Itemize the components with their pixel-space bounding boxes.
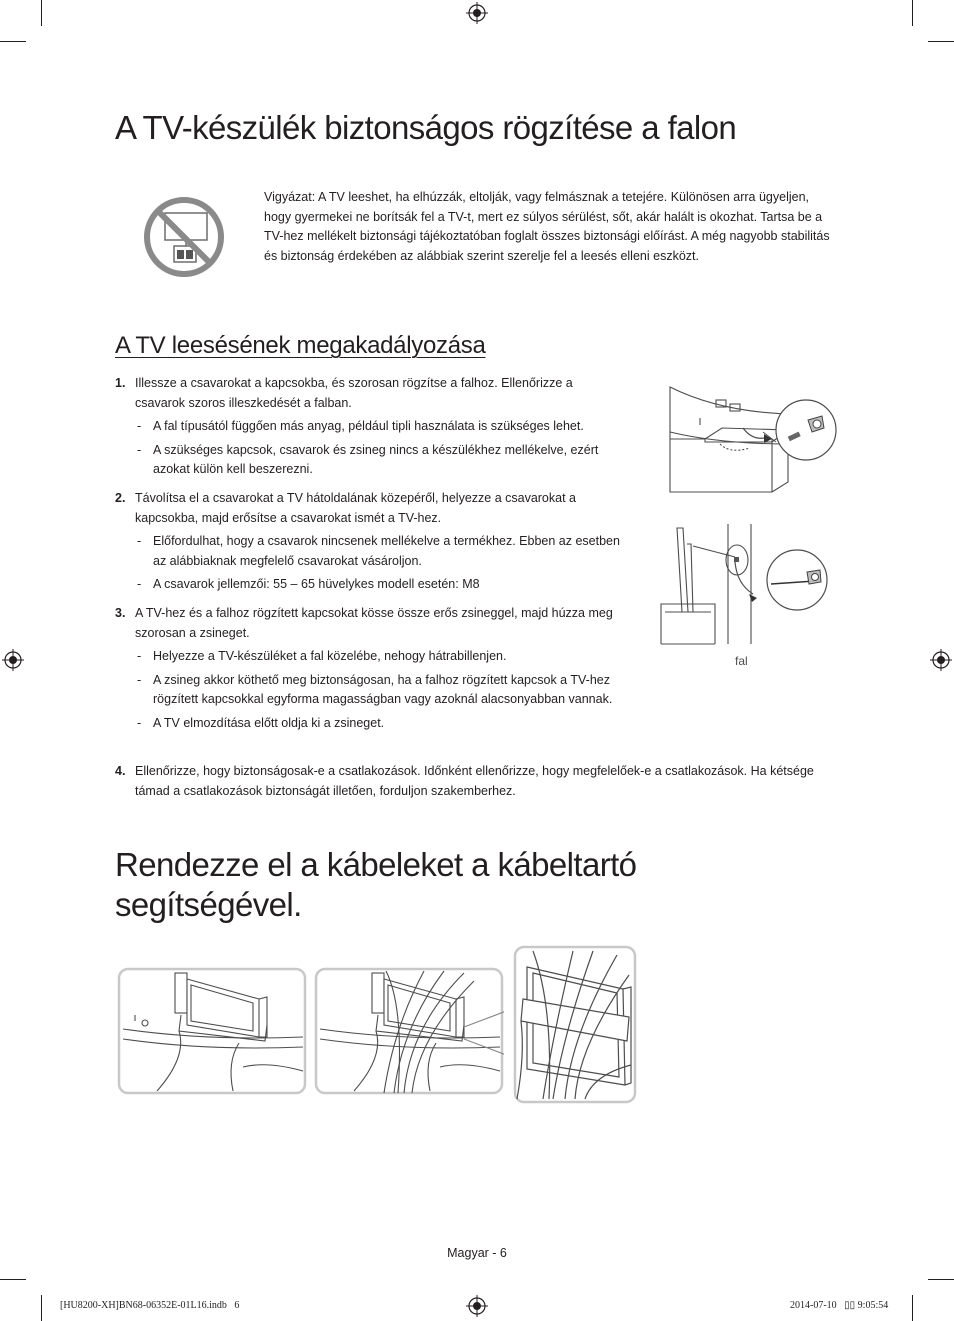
crop-mark: [912, 0, 913, 26]
cable-holder-illustration-2: [314, 967, 504, 1095]
step-text: Illessze a csavarokat a kapcsokba, és szorosan rögzítse a falhoz. Ellenőrizze a csavarok szoros illeszkedését a falban.: [135, 376, 573, 410]
sub-item: - A szükséges kapcsok, csavarok és zsineg nincs a készülékhez mellékelve, ezért azokat külön kell beszerezni.: [135, 441, 625, 480]
warning-text: Vigyázat: A TV leeshet, ha elhúzzák, eltolják, vagy felmásznak a tetejére. Különösen arra ügyeljen, hogy gyermekei ne borítsák fel a TV-t, mert ez súlyos sérülést, sőt, akár halált is okozhat. Tartsa be a TV-hez mellékelt biztonsági tájékoztatóban foglalt összes biztonsági előírást. A még nagyobb stabilitás és biztonság érdekében az alábbiak szerint szerelje fel a leesés elleni eszközt.: [264, 190, 830, 263]
step-text: A TV-hez és a falhoz rögzített kapcsokat kösse össze erős zsineggel, majd húzza meg szorosan a zsineget.: [135, 606, 613, 640]
section-heading: A TV leesésének megakadályozása: [115, 332, 486, 359]
cable-holder-illustration-1: [117, 967, 307, 1095]
step-2: [115, 489, 625, 595]
page-title: A TV-készülék biztonságos rögzítése a falon: [115, 109, 737, 146]
step-number: 1.: [115, 376, 126, 390]
crop-mark: [0, 1279, 26, 1280]
no-climb-tv-icon: [143, 196, 225, 278]
sub-item: - Előfordulhat, hogy a csavarok nincsenek mellékelve a termékhez. Ebben az esetben az alábbiaknak megfelelő csavarokat vásároljon.: [135, 532, 625, 571]
cable-section-title: [115, 845, 815, 926]
crop-mark: [928, 41, 954, 42]
registration-mark-icon: [466, 1295, 488, 1317]
print-file-info: [HU8200-XH]BN68-06352E-01L16.indb 6: [60, 1300, 240, 1311]
sub-item: - Helyezze a TV-készüléket a fal közelébe, nehogy hátrabillenjen.: [135, 647, 625, 667]
sub-item: - A TV elmozdítása előtt oldja ki a zsineget.: [135, 714, 625, 734]
step-1: [115, 374, 625, 480]
sub-item: - A fal típusától függően más anyag, például tipli használata is szükséges lehet.: [135, 417, 625, 437]
wall-label: fal: [735, 654, 748, 668]
step-text: Távolítsa el a csavarokat a TV hátoldalának közepéről, helyezze a csavarokat a kapcsokba, majd erősítse a csavarokat ismét a TV-hez.: [135, 491, 576, 525]
sub-item: - A csavarok jellemzői: 55 – 65 hüvelykes modell esetén: M8: [135, 575, 625, 595]
step-4: [115, 762, 840, 801]
registration-mark-icon: [2, 649, 24, 671]
sub-item: - A zsineg akkor köthető meg biztonságosan, ha a falhoz rögzített kapcsok a TV-hez rögzített kapcsokkal egyforma magasságban vagy azoknál alacsonyabban vannak.: [135, 671, 625, 710]
cable-holder-illustration-3: [513, 945, 637, 1105]
crop-mark: [912, 1295, 913, 1321]
page-number: Magyar - 6: [447, 1246, 507, 1260]
step-number: 3.: [115, 606, 126, 620]
tv-bracket-illustration: [660, 382, 842, 508]
crop-mark: [41, 1295, 42, 1321]
print-timestamp: 2014-07-10 ▯▯ 9:05:54: [790, 1300, 889, 1311]
cable-title-line-1: Rendezze el a kábeleket a kábeltartó: [115, 846, 637, 883]
step-number: 2.: [115, 491, 126, 505]
crop-mark: [0, 41, 26, 42]
step-text: Ellenőrizze, hogy biztonságosak-e a csatlakozások. Időnként ellenőrizze, hogy megfelelőek-e a csatlakozások. Ha kétsége támad a csatlakozások biztonságát illetően, forduljon szakemberhez.: [135, 764, 814, 798]
step-number: 4.: [115, 764, 126, 778]
registration-mark-icon: [930, 649, 952, 671]
crop-mark: [928, 1279, 954, 1280]
step-3: [115, 604, 625, 733]
crop-mark: [41, 0, 42, 26]
registration-mark-icon: [466, 2, 488, 24]
tv-wall-cord-illustration: [655, 524, 841, 650]
cable-title-line-2: segítségével.: [115, 886, 302, 924]
